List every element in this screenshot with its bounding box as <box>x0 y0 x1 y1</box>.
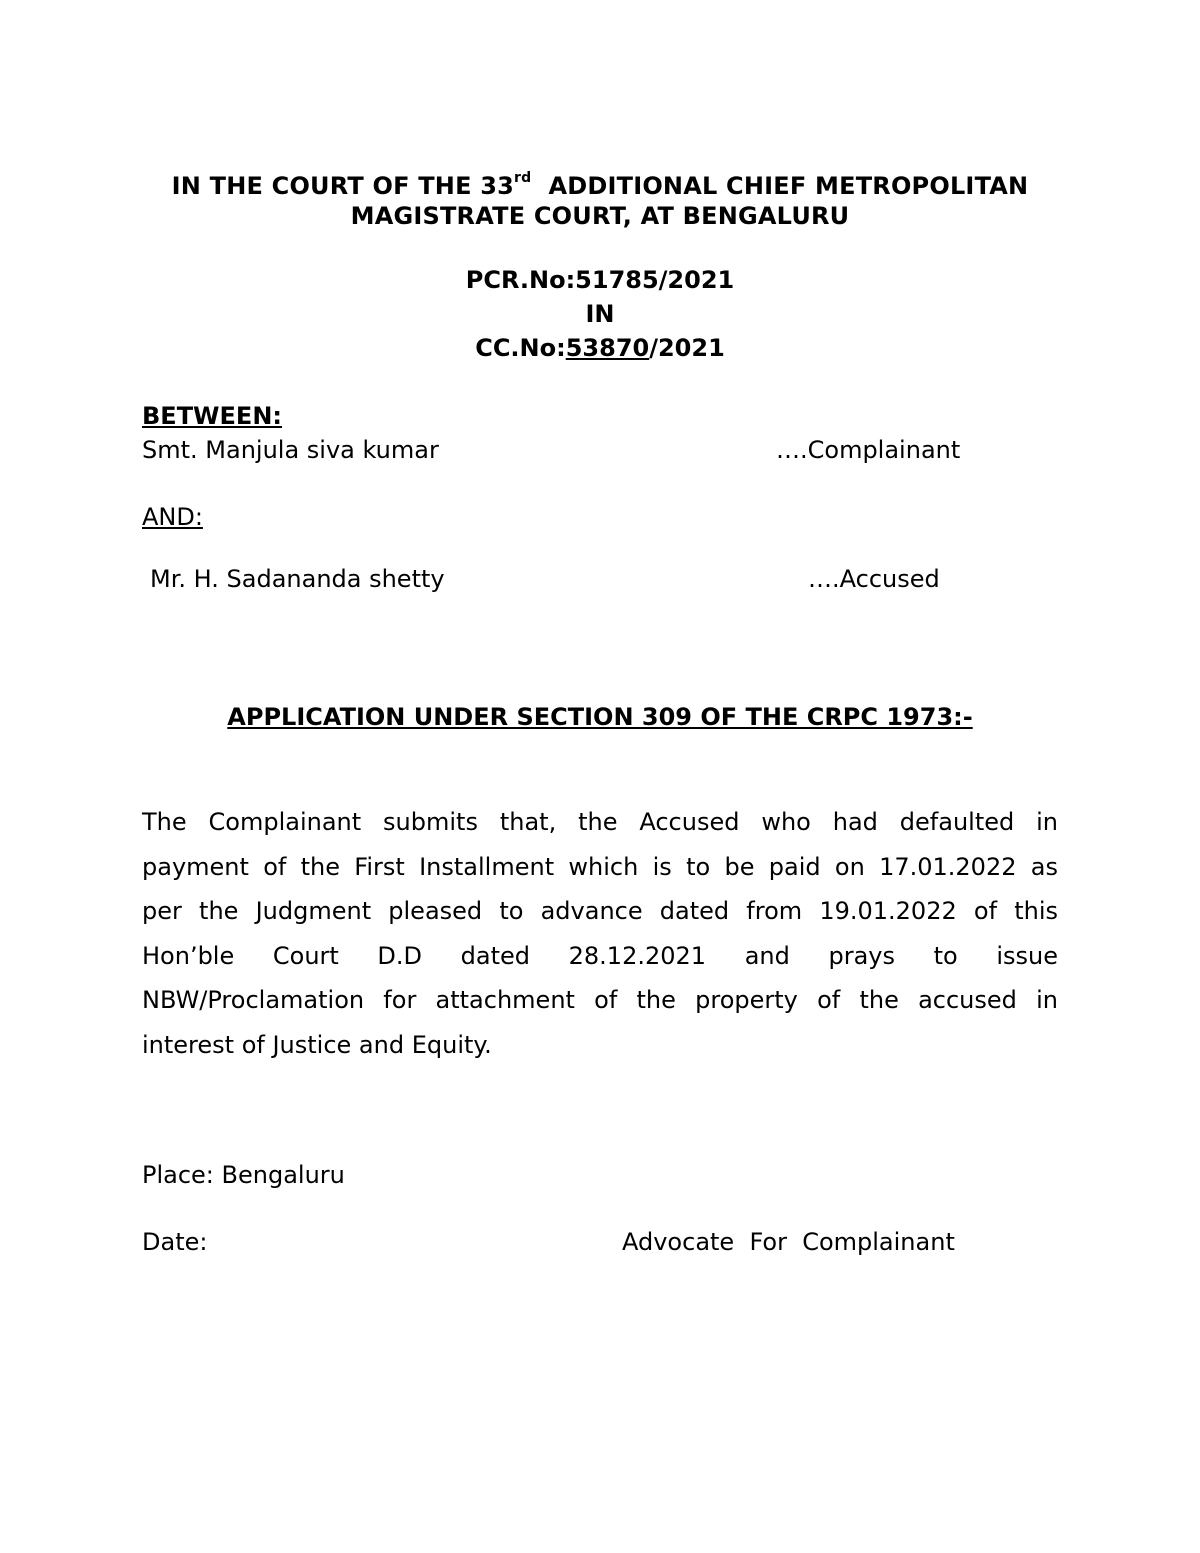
date-label: Date: <box>142 1228 208 1256</box>
between-label: BETWEEN: <box>142 402 283 430</box>
in-label: IN <box>585 300 615 328</box>
court-heading-prefix: IN THE COURT OF THE 33 <box>171 172 515 200</box>
body-line: per the Judgment pleased to advance dated from 19.01.2022 of this <box>142 897 1058 925</box>
cc-prefix: CC.No: <box>475 334 566 362</box>
cc-number <box>0 334 1200 362</box>
and-label: AND: <box>142 503 203 531</box>
cc-suffix: /2021 <box>649 334 725 362</box>
ordinal-suffix: rd <box>514 170 532 186</box>
place-line: Place: Bengaluru <box>142 1161 345 1189</box>
body-line: interest of Justice and Equity. <box>142 1030 492 1059</box>
pcr-number: PCR.No:51785/2021 <box>465 266 735 294</box>
body-line: The Complainant submits that, the Accused who had defaulted in <box>142 808 1058 836</box>
body-line: NBW/Proclamation for attachment of the property of the accused in <box>142 986 1058 1014</box>
complainant-role: ….Complainant <box>776 436 961 464</box>
body-line: payment of the First Installment which is to be paid on 17.01.2022 as <box>142 852 1058 881</box>
court-heading-suffix: ADDITIONAL CHIEF METROPOLITAN <box>548 172 1029 200</box>
accused-role: ….Accused <box>808 565 940 593</box>
signature-line: Advocate For Complainant <box>622 1228 955 1256</box>
application-title: APPLICATION UNDER SECTION 309 OF THE CRPC 1973:- <box>227 703 973 731</box>
court-heading-line-1 <box>0 172 1200 200</box>
cc-number-value: 53870 <box>565 334 650 362</box>
complainant-name: Smt. Manjula siva kumar <box>142 436 439 464</box>
court-heading-line-2: MAGISTRATE COURT, AT BENGALURU <box>350 202 850 230</box>
accused-name: Mr. H. Sadananda shetty <box>150 565 445 593</box>
body-line: Hon’ble Court D.D dated 28.12.2021 and prays to issue <box>142 941 1058 970</box>
body-paragraph <box>142 800 1058 1067</box>
